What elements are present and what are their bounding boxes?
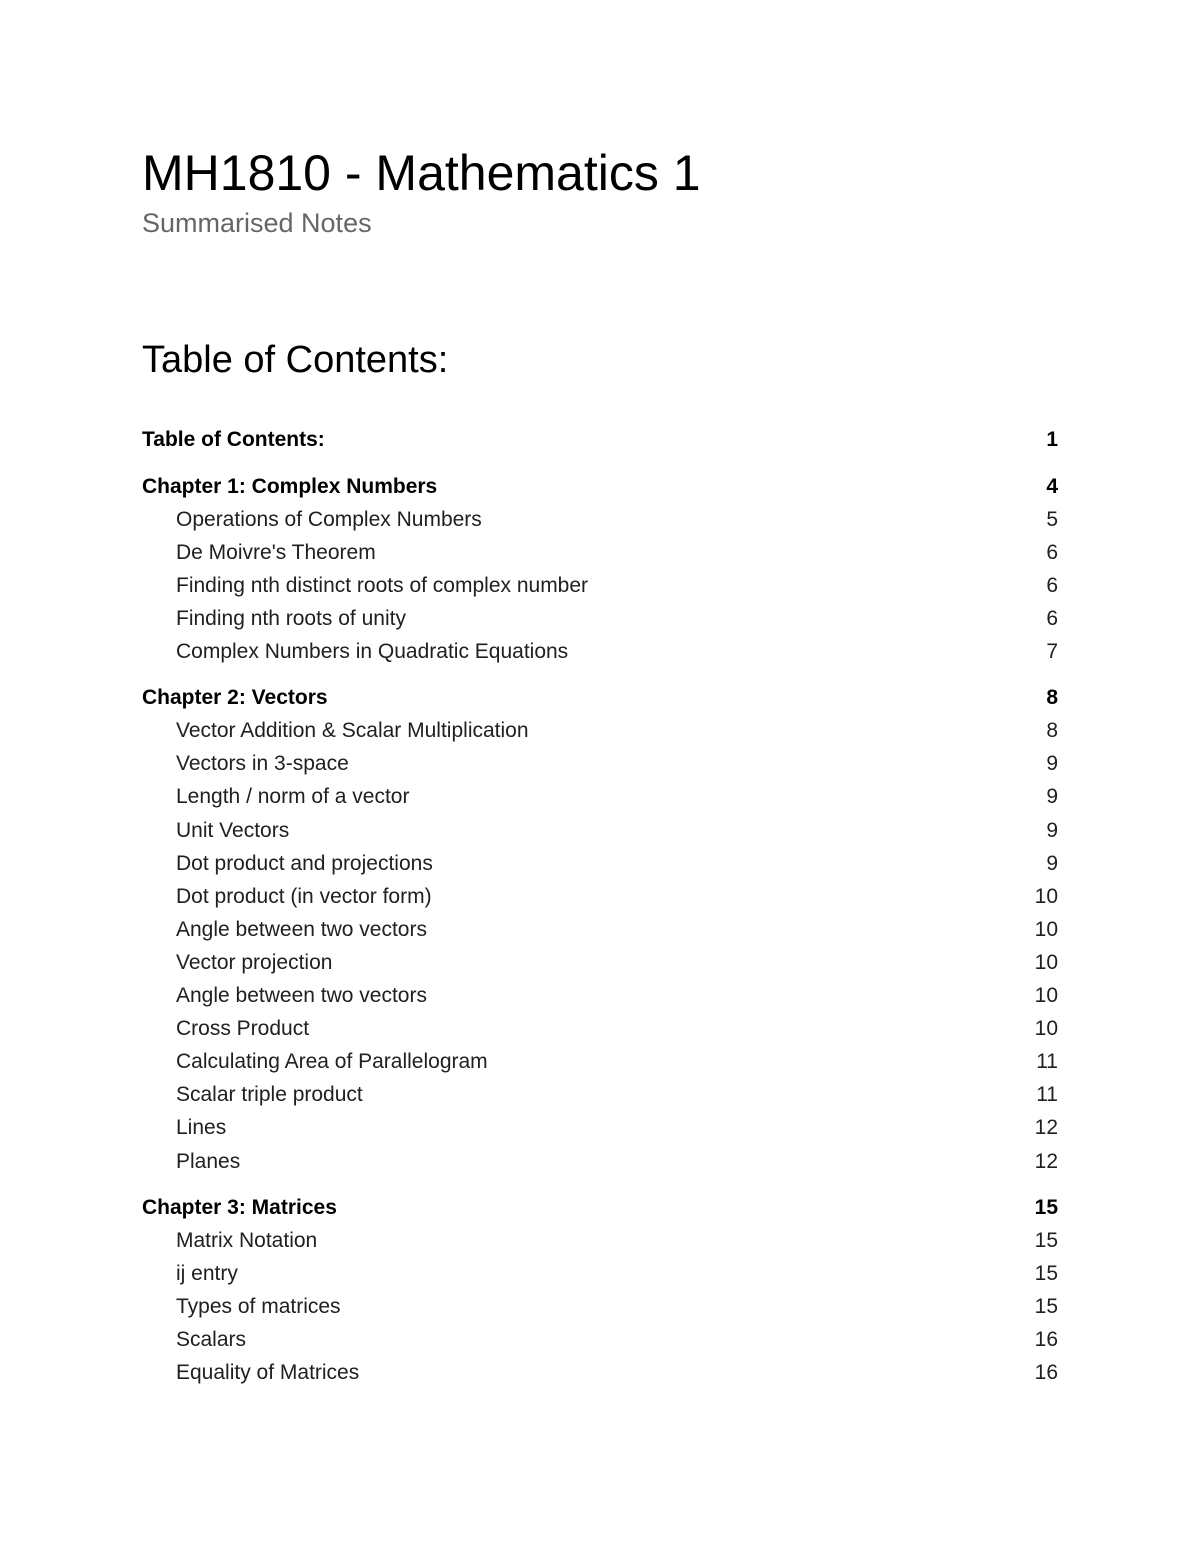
toc-section-page: 16 <box>1034 1327 1058 1351</box>
toc-entry-table-of-contents[interactable] <box>142 423 1058 456</box>
toc-section-label: Finding nth roots of unity <box>176 607 406 631</box>
toc-section-entry[interactable] <box>142 1145 1058 1178</box>
toc-chapter-label: Chapter 3: Matrices <box>142 1195 337 1219</box>
toc-section-page: 11 <box>1036 1083 1058 1107</box>
toc-section-label: Scalar triple product <box>176 1083 363 1107</box>
toc-chapters <box>142 470 1058 1390</box>
toc-section-entry[interactable] <box>142 913 1058 946</box>
toc-section-page: 6 <box>1046 540 1058 564</box>
toc-section-entry[interactable] <box>142 1257 1058 1290</box>
toc-section-entry[interactable] <box>142 636 1058 669</box>
toc-section-page: 9 <box>1046 785 1058 809</box>
toc-section-page: 6 <box>1046 607 1058 631</box>
toc-section-page: 10 <box>1034 984 1058 1008</box>
toc-section-entry[interactable] <box>142 1112 1058 1145</box>
toc-section-label: Length / norm of a vector <box>176 785 410 809</box>
toc-chapter-entry[interactable] <box>142 470 1058 503</box>
toc-section-label: Complex Numbers in Quadratic Equations <box>176 640 569 664</box>
toc-section-page: 6 <box>1046 573 1058 597</box>
toc-section-entry[interactable] <box>142 1323 1058 1356</box>
toc-section-label: Planes <box>176 1149 241 1173</box>
toc-section-entry[interactable] <box>142 1013 1058 1046</box>
toc-section-label: Dot product and projections <box>176 851 433 875</box>
toc-section-entry[interactable] <box>142 847 1058 880</box>
toc-section-page: 9 <box>1046 818 1058 842</box>
toc-section-label: Vector projection <box>176 950 333 974</box>
toc-section-page: 15 <box>1034 1228 1058 1252</box>
toc-chapter-group <box>142 470 1058 669</box>
toc-section-label: Vector Addition & Scalar Multiplication <box>176 719 529 743</box>
toc-section-label: Types of matrices <box>176 1294 341 1318</box>
toc-section-entry[interactable] <box>142 536 1058 569</box>
toc-section-entry[interactable] <box>142 1290 1058 1323</box>
toc-section-entry[interactable] <box>142 814 1058 847</box>
toc-section-entry[interactable] <box>142 715 1058 748</box>
toc-section-label: ij entry <box>176 1261 238 1285</box>
table-of-contents <box>142 423 1058 1403</box>
toc-section-page: 7 <box>1046 640 1058 664</box>
toc-chapter-page: 8 <box>1046 686 1058 710</box>
toc-section-label: Scalars <box>176 1327 247 1351</box>
toc-section-page: 8 <box>1046 719 1058 743</box>
toc-section-page: 10 <box>1034 950 1058 974</box>
toc-chapter-page: 15 <box>1034 1195 1058 1219</box>
toc-section-label: Lines <box>176 1116 227 1140</box>
document-subtitle: Summarised Notes <box>142 208 372 238</box>
toc-section-entry[interactable] <box>142 1079 1058 1112</box>
toc-section-label: Vectors in 3-space <box>176 752 349 776</box>
toc-group-top <box>142 423 1058 456</box>
toc-section-page: 10 <box>1034 884 1058 908</box>
toc-heading: Table of Contents: <box>142 339 449 381</box>
toc-section-label: Unit Vectors <box>176 818 290 842</box>
toc-section-page: 11 <box>1036 1050 1058 1074</box>
toc-section-entry[interactable] <box>142 880 1058 913</box>
toc-section-entry[interactable] <box>142 946 1058 979</box>
toc-section-label: Equality of Matrices <box>176 1361 360 1385</box>
toc-section-page: 16 <box>1034 1361 1058 1385</box>
document-title: MH1810 - Mathematics 1 <box>142 145 701 201</box>
toc-section-page: 10 <box>1034 1017 1058 1041</box>
toc-section-entry[interactable] <box>142 1224 1058 1257</box>
toc-section-entry[interactable] <box>142 569 1058 602</box>
toc-entry-page: 1 <box>1046 427 1058 451</box>
toc-section-entry[interactable] <box>142 748 1058 781</box>
toc-section-label: De Moivre's Theorem <box>176 540 376 564</box>
toc-entry-label: Table of Contents: <box>142 427 325 451</box>
toc-chapter-group <box>142 682 1058 1178</box>
toc-section-entry[interactable] <box>142 503 1058 536</box>
toc-section-label: Calculating Area of Parallelogram <box>176 1050 488 1074</box>
toc-section-entry[interactable] <box>142 602 1058 635</box>
toc-section-page: 12 <box>1034 1149 1058 1173</box>
toc-chapter-entry[interactable] <box>142 1191 1058 1224</box>
toc-chapter-group <box>142 1191 1058 1390</box>
toc-section-label: Dot product (in vector form) <box>176 884 432 908</box>
toc-chapter-page: 4 <box>1046 474 1058 498</box>
toc-section-page: 10 <box>1034 917 1058 941</box>
toc-section-label: Angle between two vectors <box>176 984 427 1008</box>
toc-section-entry[interactable] <box>142 781 1058 814</box>
toc-chapter-entry[interactable] <box>142 682 1058 715</box>
toc-section-label: Cross Product <box>176 1017 310 1041</box>
toc-section-page: 5 <box>1046 507 1058 531</box>
toc-section-label: Finding nth distinct roots of complex number <box>176 573 589 597</box>
toc-chapter-label: Chapter 2: Vectors <box>142 686 328 710</box>
toc-section-entry[interactable] <box>142 1357 1058 1390</box>
toc-section-entry[interactable] <box>142 1046 1058 1079</box>
toc-section-page: 12 <box>1034 1116 1058 1140</box>
toc-section-page: 15 <box>1034 1261 1058 1285</box>
toc-section-page: 15 <box>1034 1294 1058 1318</box>
toc-section-page: 9 <box>1046 851 1058 875</box>
toc-section-page: 9 <box>1046 752 1058 776</box>
toc-section-label: Angle between two vectors <box>176 917 427 941</box>
toc-chapter-label: Chapter 1: Complex Numbers <box>142 474 438 498</box>
toc-section-label: Matrix Notation <box>176 1228 318 1252</box>
toc-section-entry[interactable] <box>142 980 1058 1013</box>
toc-section-label: Operations of Complex Numbers <box>176 507 482 531</box>
